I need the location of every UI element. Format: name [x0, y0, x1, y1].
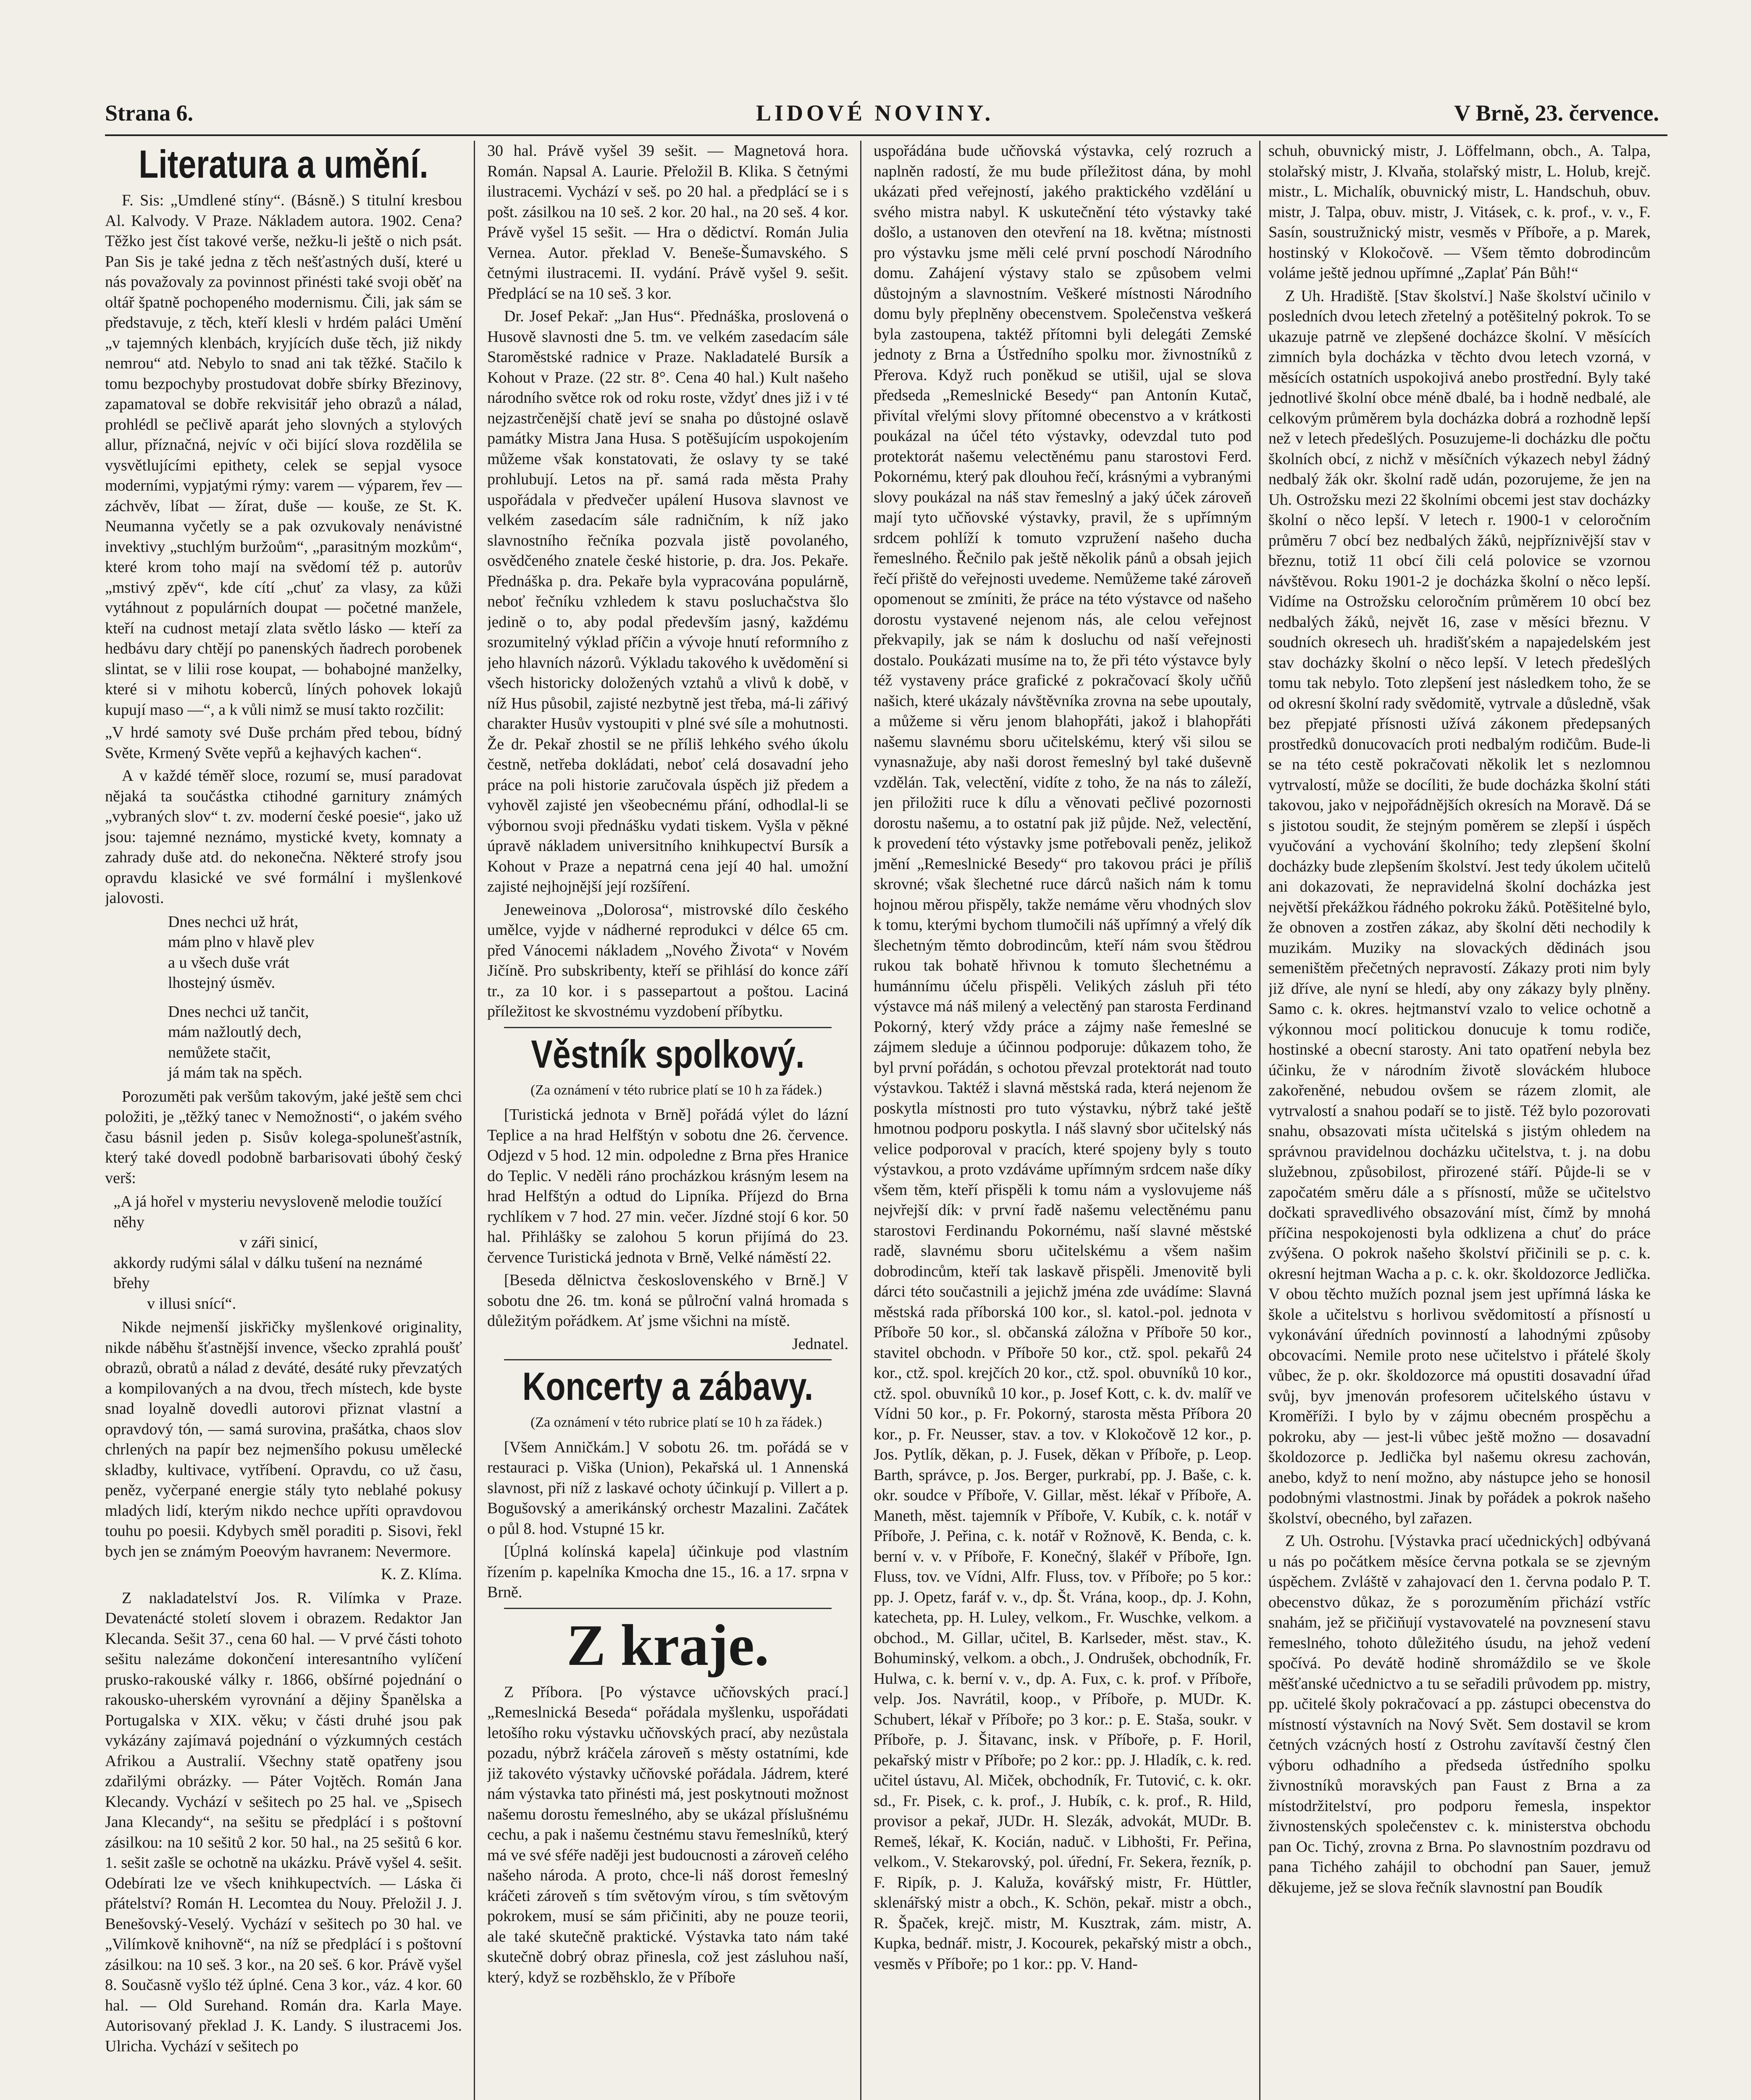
- notice-annicky: [Všem Anničkám.] V sobotu 26. tm. pořádá se v restauraci p. Viška (Union), Pekařská ul. 1 Annenská slavnost, při níž z laskavé ochoty účinkují p. Villert a p. Bogušovský a amerikánský orchestr Mazalini. Začátek o půl 8. hod. Vstupné 15 kr.: [487, 1438, 848, 1538]
- publisher-listings: Z nakladatelství Jos. R. Vilímka v Praze. Devatenácté století slovem i obrazem. Redaktor Jan Klecanda. Sešit 37., cena 60 hal. — V prvé části tohoto sešitu nalezáme dokončení interesantního vylíčení prusko-rakouské války r. 1866, obšírné pojednání o rakousko-uherském vyrovnání a dějiny Španělska a Portugalska v XIX. věku; v části druhé jsou pak vykázány zajímavá pojednání o výzkumných cestách Afrikou a Australií. Všechny statě opatřeny jsou zdařilými obrázky. — Páter Vojtěch. Román Jana Klecandy. Vychází v sešitech po 25 hal. ve „Spisech Jana Klecandy“, na sešitu se předplácí i s poštovní zásilkou: na 10 sešitů 2 kor. 50 hal., na 25 sešitů 6 kor. 1. sešit zašle se ochotně na ukázku. Právě vyšel 4. sešit. Odebírati lze ve všech knihkupectvích. — Láska či přátelství? Román H. Lecomtea du Nouy. Přeložil J. J. Benešovský-Veselý. Vychází v sešitech po 30 hal. ve „Vilímkově knihovně“, na níž se předplácí i s poštovní zásilkou: na 10 seš. 3 kor., na 20 seš. 6 kor. Právě vyšel 8. Současně vyšlo též úplné. Cena 3 kor., váz. 4 kor. 60 hal. — Old Surehand. Román dra. Karla Maye. Autorisovaný překlad J. K. Landy. S ilustracemi Jos. Ulricha. Vychází v sešitech po: [105, 1589, 462, 2055]
- poem-line: nemůžete stačit,: [168, 1043, 271, 1061]
- publisher-listings-cont: 30 hal. Právě vyšel 39 sešit. — Magnetová hora. Román. Napsal A. Laurie. Přeložil B. Klika. S četnými ilustracemi. Vychází v seš. po 20 hal. a předplácí se i s pošt. zásilkou na 10 seš. 2 kor. 20 hal., na 20 seš. 4 kor. Právě vyšel 15 sešit. — Hra o dědictví. Román Julia Vernea. Autor. překlad V. Beneše-Šumavského. S četnými ilustracemi. II. vydání. Právě vyšel 9. sešit. Předplácí se na 10 seš. 3 kor.: [487, 142, 848, 302]
- poem-excerpt-1: [105, 912, 462, 1083]
- report-uh-hradiste: Z Uh. Hradiště. [Stav školství.] Naše školství učinilo v posledních dvou letech zřetelný a potěšitelný pokrok. To se ukazuje patrně ve zlepšené docházce školní. V měsících zimních byla docházka v těchto dvou letech vzorná, v měsících ostatních uspokojivá anebo prostřední. Byly také jednotlivé školní obce méně dbalé, ba i hodně nedbalé, ale celkovým průměrem byla docházka dobrá a rozhodně lepší než v letech předešlých. Posuzujeme-li docházku dle počtu školních obcí, z nichž v měsíčních výkazech nebyl žádný nedbalý žák okr. školní radě udán, pozorujeme, že jen na Uh. Ostrožsku mezi 22 školními obcemi jest stav docházky školní o něco lepší. V letech r. 1900-1 v celoročním průměru 7 obcí bez nedbalých žáků, nejpříznivější stav v březnu, totiž 11 obcí čili celá polovice se vzornou návštěvou. Roku 1901-2 je docházka školní o něco lepší. Vidíme na Ostrožsku celoročním průměrem 10 obcí bez nedbalých žáků, největ 16, zase v měsíci březnu. V soudních okresech uh. hradišťském a napajedelském jest stav docházky školní o něco lepší. V letech předešlých tomu tak nebylo. Toto zlepšení jest následkem toho, že se od okresní školní rady svědomitě, vytrvale a důsledně, však bez přepjaté přísnosti užívá zákonem předepsaných prostředků donucovacích proti nedbalým rodičům. Bude-li se na této cestě pokračovati několik let s nezlomnou vytrvalostí, může se docíliti, že bude docházka školní státi takovou, jako v nejpořádnějších okresích na Moravě. Dá se s jistotou soudit, že stejným poměrem se zlepší i úspěch vyučování a vychování školního; tedy zlepšení školní docházky bude zlepšením školství. Jest tedy úkolem učitelů ani dokazovati, že nepravidelná školní docházka jest největší překážkou řádného pokroku žáků. Potěšitelné bylo, že obnoven a zostřen zákaz, aby školní děti nechodily k muzikám. Muziky na slovackých dědinách jsou semeništěm přečetných nepravostí. Zákazy proti nim byly již dříve, ale nyní se hledí, aby ony zákazy byly plněny. Samo c. k. okres. hejtmanství vzalo to velice ochotně a výkonnou mocí politickou donucuje k tomu rodiče, hostinské a obecní starosty. Ani tato opatření nebyla bez účinku, že v národním životě slováckém hluboce zakořeněné, nebudou ovšem se rázem zlomit, ale vytrvalostí a snahou podaří se to jistě. Též bylo pozorovati snahu, obsazovati místa učitelská s jistým ohledem na správnou pravidelnou docházku učitelstva, t. j. na dobu služebnou, způsobilost, přirozené stáří. Půjde-li se v započatém směru dále a s přísností, může se učitelstvo dočkati spravedlivého obsazování míst, čímž by mnohá příčina nespokojenosti byla odklizena a chuť do práce zvýšena. O pokrok našeho školství přičinili se p. c. k. okresní hejtman Wacha a p. c. k. okr. školdozorce Jedlička. V obou těchto mužích poznal jsem jest upřímná láska ke škole a učitelstvu s horlivou svědomitostí a přísností u vykonávání úředních povinností a lahodnými způsoby obcovacími. Nemile proto nese učitelstvo i přátelé školy vůbec, že p. okr. školdozorce má opustiti dosavadní úřad svůj, byv jmenován profesorem učitelského ústavu v Kroměříži. I bylo by v zájmu obecném prospěchu a pokroku, aby — jest-li vůbec ještě možno — dosavadní školdozorce p. Jedlička byl našemu okresu zachován, anebo, když to není možno, aby nástupce jeho se honosil podobnými vlastnostmi. Jinak by pořádek a pokrok našeho školství, obecného, byl zařazen.: [1268, 287, 1651, 1527]
- notice-kolin-band: [Úplná kolínská kapela] účinkuje pod vlastním řízením p. kapelníka Kmocha dne 15., 16. a 17. srpna v Brně.: [487, 1543, 848, 1601]
- page-header: [105, 100, 1659, 127]
- notice-signature: Jednatel.: [792, 1335, 848, 1353]
- poem-line: v illusi snící“.: [147, 1294, 236, 1312]
- column-4: [1268, 141, 1651, 2100]
- review-paragraph: A v každé téměř sloce, rozumí se, musí paradovat nějaká ta součástka ctihodné garnitury známých „vybraných slov“ t. zv. moderní české poesie“, jako už jsou: tajemné neznámo, mystické kvety, komnaty a zahrady duše atd. do nekonečna. Některé strofy jsou opravdu klasické ve své formální i myšlenkové jalovosti.: [105, 767, 462, 907]
- review-signature: K. Z. Klíma.: [381, 1565, 462, 1583]
- poem-line: lhostejný úsměv.: [168, 974, 276, 992]
- column-divider: [860, 141, 861, 2100]
- column-1: [105, 141, 462, 2100]
- poem-line: „A já hořel v mysteriu nevysloveně melodie toužící něhy: [113, 1193, 442, 1231]
- newspaper-title: LIDOVÉ NOVINY.: [756, 100, 994, 126]
- page-number: Strana 6.: [105, 100, 194, 126]
- column-2: [487, 141, 848, 2100]
- poem-line: mám nažloutlý dech,: [168, 1023, 302, 1041]
- rubric-price-note: (Za oznámení v této rubrice platí se 10 h za řádek.): [530, 1415, 822, 1430]
- report-uh-ostroh: Z Uh. Ostrohu. [Výstavka prací učednických] odbývaná u nás po počátkem měsíce června potkala se se zjevným úspěchem. Zvláště v zahajovací den 1. června podalo P. T. obecenstvo důkaz, že s porozuměním přichází vstříc snahám, jež se přičiňují vystavovatelé na povznesení stavu řemeslného, tohoto důležitého úsudu, na jehož vedení spočívá. Po devátě hodině shromáždilo se ve škole měšťanské učednictvo a tu se seřadili průvodem pp. mistry, pp. učitelé školy pokračovací a pp. zástupci obecenstva do místností výstavních na Nový Svět. Sem dostavil se krom četných vzácných hostí z Ostrohu zavítavší čestný člen výboru odhadního a předseda ústředního spolku živnostníků moravských pan Faust z Brna a za místodržitelství, pro podporu řemesla, inspektor živnostenských společenstev c. k. ministerstva obchodu pan Oc. Tichý, zrovna z Brna. Po slavnostním pozdravu od pana Tichého zahájil to obchodní pan Sauer, jemuž děkujeme, jež se slova řečník slavnostní pan Boudík: [1268, 1532, 1651, 1896]
- poem-line: já mám tak na spěch.: [168, 1064, 302, 1082]
- section-separator: [504, 1608, 832, 1609]
- column-divider: [474, 141, 475, 2100]
- poem-excerpt-2: [105, 1192, 462, 1314]
- section-title-societies: Věstník spolkový.: [531, 1032, 805, 1076]
- review-quote: „V hrdé samoty své Duše prchám před tebou, bídný Světe, Krmený Světe vepřů a kejhavých kachen“.: [105, 724, 462, 762]
- poem-line: a u všech duše vrát: [168, 953, 290, 971]
- rubric-price-note: (Za oznámení v této rubrice platí se 10 h za řádek.): [530, 1082, 822, 1098]
- review-paragraph: Porozuměti pak veršům takovým, jaké ještě sem chci položiti, je „těžký tanec v Nemožnosti“, o jakém svého času básnil jeden p. Sisův kolega-spolunešťastník, který také dovedl podobně barbarisovati úbohý český verš:: [105, 1087, 462, 1187]
- column-3: [874, 141, 1252, 2100]
- poem-line: mám plno v hlavě plev: [168, 933, 315, 951]
- section-title-concerts: Koncerty a zábavy.: [522, 1364, 814, 1408]
- notice-beseda: [Beseda dělnictva československého v Brně.] V sobotu dne 26. tm. koná se půlroční valná hromada s důležitým pořádkem. Ať jsme všichni na místě.: [487, 1271, 848, 1330]
- report-pribor: Z Příbora. [Po výstavce učňovských prací.] „Remeslnická Beseda“ pořádala myšlenku, uspořádati letošího roku výstavku učňovských prací, aby nezůstala pozadu, nýbrž kráčela zároveň s městy ostatními, kde již takovéto výstavky učňovské pořádala. Jádrem, které nám výstavka tato přinésti má, jest poskytnouti možnost našemu dorostu řemeslného, aby se ukázal příslušnému cechu, a pak i našemu čestnému stavu řemeslníků, který má ve své sféře naději jest budoucnosti a zároveň celého našeho národa. A proto, chce-li náš dorost řemeslný kráčeti zároveň s tím světovým vírou, s tím světovým pokrokem, musí se sám přičiniti, aby ne pouze teorii, ale také skutečně praktické. Výstavka tato nám také skutečně dobrý obraz přinesla, což jest zásluhou naší, který, když se rozběhsklo, že v Příboře: [487, 1683, 848, 1986]
- section-separator: [504, 1359, 832, 1360]
- report-pribor-end: schuh, obuvnický mistr, J. Löffelmann, obch., A. Talpa, stolařský mistr, J. Klvaňa, stolařský mistr, L. Holub, krejč. mistr., L. Michalík, obuvnický mistr, L. Handschuh, obuv. mistr, J. Talpa, obuv. mistr, J. Vitásek, c. k. prof., v. v., F. Sasín, soustružnický mistr, vesměs v Příboře, a p. Marek, hostinský v Klokočově. — Všem těmto dobrodincům voláme ještě jednou upřímné „Zaplať Pán Bůh!“: [1268, 142, 1651, 282]
- notice-dolorosa: Jeneweinova „Dolorosa“, mistrovské dílo českého umělce, vyjde v nádherné reprodukci v délce 65 cm. před Vánocemi nákladem „Nového Života“ v Novém Jičíně. Pro subskribenty, kteří se přihlásí do konce září tr., za 10 kor. i s passepartout a poštou. Laciná příležitost ke skvostnému vyzdobení příbytku.: [487, 900, 848, 1020]
- notice-tourist-club: [Turistická jednota v Brně] pořádá výlet do lázní Teplice a na hrad Helfštýn v sobotu dne 26. července. Odjezd v 5 hod. 12 min. odpoledne z Brna přes Hranice do Teplic. V neděli ráno procházkou krásným lesem na hrad Helfštýn a odtud do Lipníka. Příjezd do Brna rychlíkem v 7 hod. 27 min. večer. Jízdné stojí 6 kor. 50 hal. Přihlášky se zalohou 5 korun přijímá do 23. července Turistická jednota v Brně, Velké náměstí 22.: [487, 1106, 848, 1266]
- section-title-region: Z kraje.: [566, 1612, 769, 1678]
- report-pribor-cont: uspořádána bude učňovská výstavka, celý rozruch a naplněn radostí, že mu bude příležitost dána, by mohl ukázati před veřejností, jakého praktického vzdělání u svého mistra nabyl. K uskutečnění této výstavky také došlo, a ustanoven den otevření na 18. května; místnosti pro výstavku jsme měli celé první poschodí Národního domu. Zahájení výstavy stalo se způsobem velmi důstojným a slavnostním. Veškeré místnosti Národního domu byly přeplněny obecenstvem. Společenstva veškerá byla zastoupena, taktéž přítomni byli delegáti Zemské jednoty z Brna a Ústředního spolku mor. živnostníků z Přerova. Když ruch poněkud se utišil, ujal se slova předseda „Remeslnické Besedy“ pan Antonín Kutač, přivítal vřelými slovy přítomné obecenstvo a v krátkosti poukázal na účel této výstavky, odevzdal tuto pod protektorát našemu velectěnému panu starostovi Ferd. Pokornému, který pak dlouhou řečí, krásnými a vybranými slovy poukázal na náš stav řemeslný a jaký úček zároveň mají tyto učňovské výstavky, pravil, že s upřímným srdcem pohlíží k tomuto vzpružení našeho ducha řemeslného. Řečnilo pak ještě několik pánů a obsah jejich řečí přiště do veřejnosti uvedeme. Nemůžeme také zároveň opomenout se zmíniti, že práce na této výstavce od našeho dorostu vystavené nejenom nás, ale celou veřejnost překvapily, jak se nám k dosluchu od naší veřejnosti dostalo. Poukázati musíme na to, že při této výstavce byly též vystaveny práce grafické z pokračovací školy učňů našich, které ukázaly návštěvníka zrovna na sebe upoutaly, a můžeme si věru jenom blahopřáti, jakož i blahopřáti našemu slavnému sboru učitelskému, který vši silou se vynasnažuje, aby naši dorost řemeslný byl také duševně vzdělán. Tak, velectění, vidíte z toho, že na nás to záleží, jen přiložiti ruce k dílu a věnovati pečlivé pozornosti dorostu našemu, a to ostatní pak již půjde. Než, velectění, k provedení této výstavky jsme potřebovali peněz, jelikož jmění „Remeslnické Besedy“ pro takovou práci je příliš skrovné; však šlechetné ruce dárců našich nám k tomu hojnou měrou přispěly, takže nemáme věru vhodných slov k tomu, kterými bychom tlumočili náš upřímný a vřelý dík šlechetným těmto dobrodincům, kteří nám svou štědrou rukou tak bohatě hřivnou k tomuto šlechetnému a humánnímu účelu přispěli. Velikých zásluh při této výstavce má náš milený a velectěný pan starosta Ferdinand Pokorný, který vždy práce a zájmy naše řemeslné se zájmem sleduje a účinnou podporuje: důkazem toho, že byl první pořádán, s ochotou převzal protektorát nad touto výstavkou. Taktéž i slavná městská rada, která nejenom že poskytla místnosti pro tuto výstavku, nýbrž také ještě hmotnou podporu poskytla. I náš slavný sbor učitelský nás velice podporoval v pracích, které spojeny byly s touto výstavkou, a proto vzdáváme upřímným srdcem naše díky všem těm, kteří přispěli k tomu nám a vyslovujeme náš nejvřejší dík: v první řadě našemu velectěnému panu starostovi Ferdinandu Pokornému, naší slavné městské radě, slavnému sboru učitelskému a všem našim dobrodincům, kteří tak laskavě přispěli. Jmenovitě byli dárci této součastnili a jejichž jména zde uvádíme: Slavná městská rada příborská 100 kor., sl. katol.-pol. jednota v Příboře 50 kor., sl. občanská záložna v Příboře 50 kor., stavitel obchodn. v Příboře 50 kor., ctž. spol. pekařů 24 kor., ctž. spol. krejčích 20 kor., ctž. spol. obuvníků 10 kor., ctž. spol. obuvníků 10 kor., p. Josef Kott, c. k. dv. malíř ve Vídni 50 kor., p. Fr. Pokorný, starosta města Příbora 20 kor., p. Fr. Neusser, stav. a tov. v Klokočově 12 kor., p. Jos. Pytlík, děkan, p. J. Fusek, děkan v Příboře, p. Leop. Barth, správce, p. Jos. Berger, purkrabí, pp. J. Baše, c. k. okr. soudce v Příboře, V. Gillar, měst. lékař v Příboře, A. Maneth, měst. tajemník v Příboře, V. Kubík, c. k. notář v Příboře, J. Peřina, c. k. notář v Rožnově, K. Benda, c. k. berní v. v. v Příboře, F. Konečný, šlakéř v Příboře, Ign. Fluss, tov. ve Vídni, Alfr. Fluss, tov. v Příboře; po 5 kor.: pp. J. Opetz, faráf v. v., dp. Št. Vrána, koop., dp. J. Kohn, katecheta, pp. H. Luley, velkom., Fr. Wuschke, velkom. a obchod., M. Gillar, učitel, B. Karlseder, měst. stav., K. Bohuminský, velkom. a obch., J. Ondrušek, obchodník, Fr. Hulwa, c. k. berní v. v., dp. A. Fux, c. k. prof. v Příboře, velp. Jos. Navrátil, koop., v Příboře, p. MUDr. K. Schubert, lékař v Příboře; po 3 kor.: p. E. Staša, soukr. v Příboře, p. J. Šitavanc, insk. v Příboře, p. F. Horil, pekařský mistr v Příboře; po 2 kor.: pp. J. Hladík, c. k. red. učitel ústavu, Al. Miček, obchodník, Fr. Tutović, c. k. okr. sd., Fr. Pisek, c. k. prof., J. Hubík, c. k. prof., R. Hild, provisor a pekař, JUDr. H. Slezák, advokát, MUDr. B. Remeš, lékař, K. Kocián, naduč. v Libhošti, Fr. Peřina, velkom., V. Stekarovský, pol. úřední, Fr. Sekera, řezník, p. F. Ripík, p. J. Kaluža, kovářský mistr, Fr. Hüttler, sklenářský mistr a obch., K. Schön, pekař. mistr a obch., R. Špaček, krejč. mistr, M. Kusztrak, zám. mistr, A. Kupka, bednář. mistr, J. Kocourek, pekařský mistr a obch., vesměs v Příboře; po 1 kor.: pp. V. Hand-: [874, 142, 1252, 1973]
- poem-line: Dnes nechci už hrát,: [168, 913, 299, 931]
- poem-line: v záři sinicí,: [239, 1234, 318, 1251]
- poem-line: Dnes nechci už tančit,: [168, 1003, 309, 1021]
- column-divider: [1259, 141, 1260, 2100]
- section-title-literature: Literatura a umění.: [139, 142, 428, 186]
- review-paragraph: Nikde nejmenší jiskřičky myšlenkové originality, nikde náběhu šťastnější invence, všecko zprahlá poušť obrazů, obratů a nálad z deváté, desáté ruky převzatých a kompilovaných a na dvou, třech místech, kde byste snad loyalně dovedli autorovi přiznat vlastní a opravdový tón, — samá surovina, prašátka, chaos slov chrlených na papír bez nejmenšího pokusu umělecké skladby, kultivace, vytříbení. Opravdu, co už času, peněz, vyčerpané energie stály tyto neblahé pokusy mladých lidí, kterým nikdo nechce upříti opravdovou touhu po poesii. Kdybych směl poraditi p. Sisovi, řekl bych jen se známým Poeovým havranem: Nevermore.: [105, 1318, 462, 1560]
- review-pekar-hus: Dr. Josef Pekař: „Jan Hus“. Přednáška, proslovená o Husově slavnosti dne 5. tm. ve velkém zasedacím sále Staroměstské radnice v Praze. Nakladatelé Bursík a Kohout v Praze. (22 str. 8°. Cena 40 hal.) Kult našeho národního světce rok od roku roste, vždyť dnes již i v té nejzastrčenější chatě jeví se snaha po důstojné oslavě památky Mistra Jana Husa. S potěšujícím uspokojením můžeme však konstatovati, že oslavy ty se také prohlubují. Letos na př. samá rada města Prahy uspořádala v předvečer upálení Husova slavnost ve velkém zasedacím sále radničním, k níž jako slavnostního řečníka pozvala jistě povolaného, osvědčeného znatele české historie, p. dra. Jos. Pekaře. Přednáška p. dra. Pekaře byla vypracována populárně, neboť řečníku vzhledem k stavu posluchačstva šlo jedině o to, aby podal především jasný, každému srozumitelný výklad příčin a vývoje hnutí reformního z jeho hlavních názorů. Výkladu takového k uvědomění si všech historicky doložených vztahů a vlivů k době, v níž Hus působil, zajisté nezbytně jest třeba, má-li zářivý charakter Husův vystoupiti v plné své síle a mohutnosti. Že dr. Pekař zhostil se ne příliš lehkého svého úkolu čestně, netřeba dokládati, neboť celá dosavadní jeho práce na poli historie zaručovala úspěch již předem a vyhověl zajisté jen všeobecnému přání, odhodlal-li se výbornou svoji přednášku vydati tiskem. Vyšla v pěkné úpravě nákladem universitního knihkupectví Bursík a Kohout v Praze a nepatrná cena její 40 hal. umožní zajisté nejhojnější její rozšíření.: [487, 307, 848, 895]
- poem-line: akkordy rudými sálal v dálku tušení na neznámé břehy: [113, 1254, 423, 1292]
- page-date: V Brně, 23. července.: [1454, 100, 1659, 126]
- header-rule: [105, 134, 1667, 136]
- section-separator: [504, 1027, 832, 1028]
- review-sis: F. Sis: „Umdlené stíny“. (Básně.) S titulní kresbou Al. Kalvody. V Praze. Nákladem autora. 1902. Cena? Těžko jest číst takové verše, nežku-li ještě o nich psát. Pan Sis je také jedna z těch nešťastných duší, které u nás považovaly za povinnost přinésti také svoji oběť na oltář špatně pochopeného modernismu. Čili, jak sám se představuje, z těch, kteří klesli v hrdém paláci Umění „v tajemných klenbách, kryjících duše těch, již nikdy nemrou“ atd. Nebylo to snad ani tak těžké. Stačilo k tomu bezpochyby prostudovat dobře sbírky Březinovy, zapamatoval se dobře rekvisitář jeho obrazů a nálad, prohlédl se pečlivě aparát jeho slovných a stylových allur, příznačná, nejvíc v oči bijící slova rozdělila se vysvětlujícími epithety, celek se sepjal vysoce moderními, vypjatými rýmy: varem — výparem, řev — záchvěv, líbat — žírat, duše — kouše, ze St. K. Neumanna vyčetly se a pak ozvukovaly nenávistné invektivy „stuchlým buržoům“, „parasitným mozkům“, které krom toho mají na svědomí též p. autorův „mstivý zpěv“, kde cítí „chuť za vlasy, za kůži vytáhnout z populárních doupat — početné manžele, kteří na cudnost metají zlata světlo lásko — kteří za hedbávu dary chtějí po panenských ňadrech porobenek slintat, se v lilii rose koupat, — bohabojné manželky, které si v mihotu koberců, líných pohovek lokajů kupují maso —“, a k vůli nimž se musí takto rozčilit:: [105, 192, 462, 719]
